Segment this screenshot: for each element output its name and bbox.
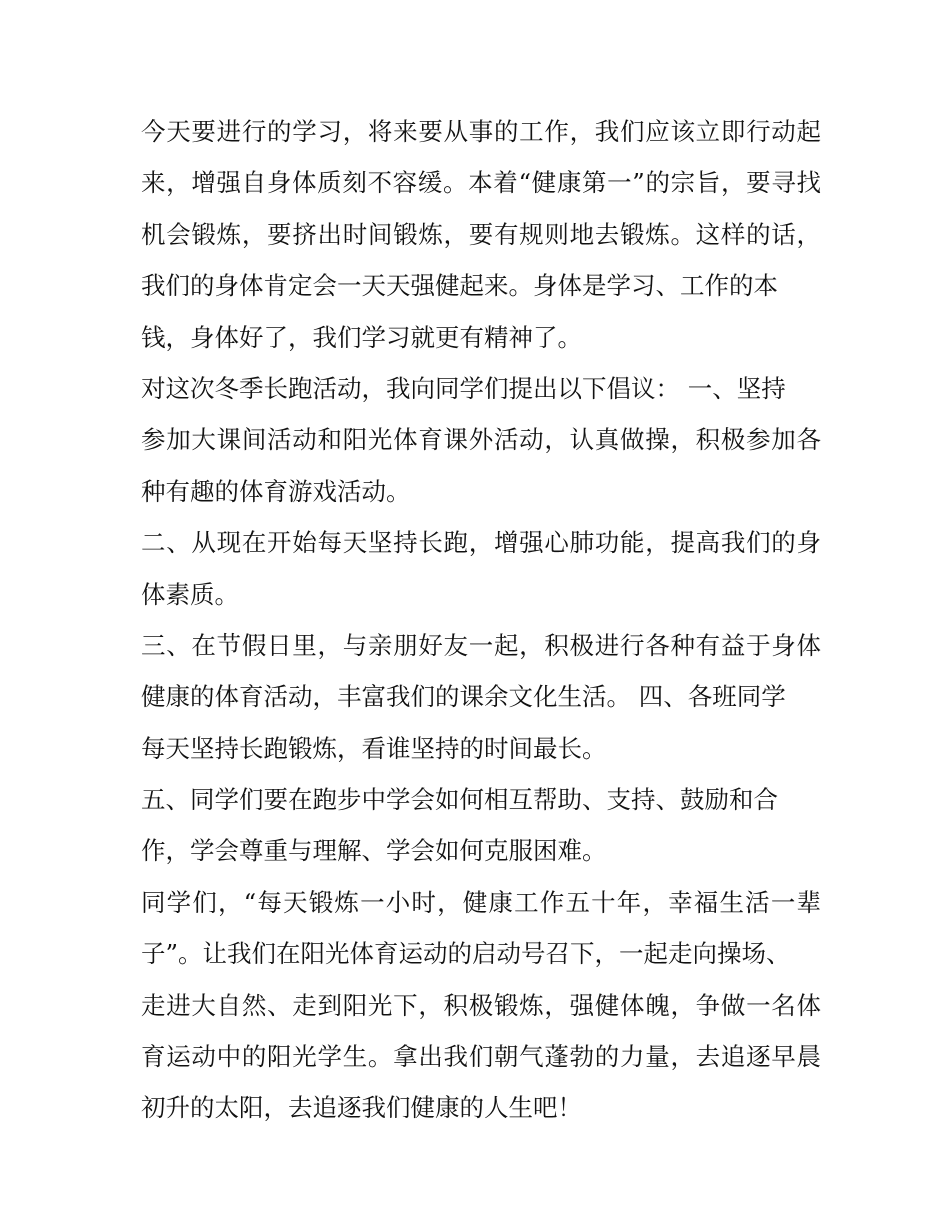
text-line: 三、在节假日里，与亲朋好友一起，积极进行各种有益于身体 — [141, 630, 821, 660]
document-body — [141, 106, 821, 1134]
text-line: 同学们，“每天锻炼一小时，健康工作五十年，幸福生活一辈 — [141, 887, 821, 917]
text-line: 五、同学们要在跑步中学会如何相互帮助、支持、鼓励和合 — [141, 785, 778, 815]
text-line: 体素质。 — [141, 579, 239, 609]
text-line: 钱，身体好了，我们学习就更有精神了。 — [141, 322, 582, 352]
text-line: 对这次冬季长跑活动，我向同学们提出以下倡议： 一、坚持 — [141, 373, 786, 403]
text-line: 参加大课间活动和阳光体育课外活动，认真做操，积极参加各 — [141, 425, 821, 455]
text-line: 来，增强自身体质刻不容缓。本着“健康第一”的宗旨，要寻找 — [141, 168, 821, 198]
text-line: 我们的身体肯定会一天天强健起来。身体是学习、工作的本 — [141, 271, 778, 301]
text-line: 种有趣的体育游戏活动。 — [141, 476, 411, 506]
text-line: 子”。让我们在阳光体育运动的启动号召下，一起走向操场、 — [141, 939, 791, 969]
text-line: 机会锻炼，要挤出时间锻炼，要有规则地去锻炼。这样的话， — [141, 219, 821, 249]
text-line: 走进大自然、走到阳光下，积极锻炼，强健体魄，争做一名体 — [141, 990, 821, 1020]
text-line: 育运动中的阳光学生。拿出我们朝气蓬勃的力量，去追逐早晨 — [141, 1042, 821, 1072]
text-line: 今天要进行的学习，将来要从事的工作，我们应该立即行动起 — [141, 117, 821, 146]
text-line: 健康的体育活动，丰富我们的课余文化生活。 四、各班同学 — [141, 682, 786, 712]
text-line: 初升的太阳，去追逐我们健康的人生吧！ — [141, 1093, 582, 1123]
text-line: 每天坚持长跑锻炼，看谁坚持的时间最长。 — [141, 733, 607, 763]
text-line: 作，学会尊重与理解、学会如何克服困难。 — [141, 836, 607, 866]
text-line: 二、从现在开始每天坚持长跑，增强心肺功能，提高我们的身 — [141, 528, 821, 558]
